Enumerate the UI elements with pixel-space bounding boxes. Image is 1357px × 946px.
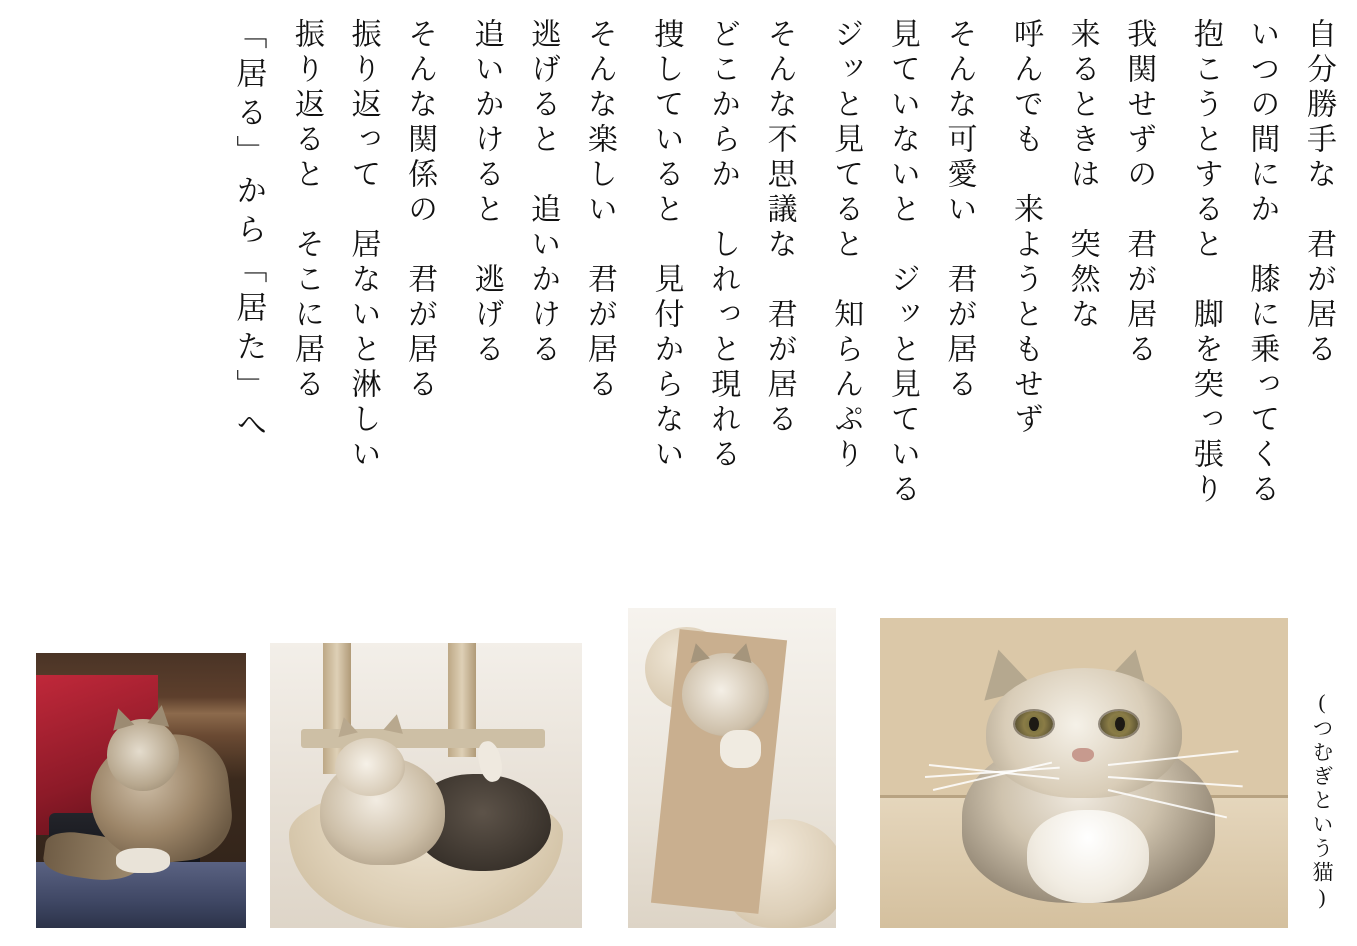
photo-scene (36, 653, 246, 928)
photo-cat-on-board (628, 608, 836, 928)
poem-line: 追いかけると 逃げる (469, 18, 503, 368)
poem-line: いつの間にか 膝に乗ってくる (1245, 18, 1279, 508)
poem-line: 捜していると 見付からない (649, 18, 683, 473)
poem-line: 振り返ると そこに居る (289, 18, 323, 403)
poem-line: ジッと見てると 知らんぷり (829, 18, 863, 473)
poem-signature: (つむぎという猫) (1310, 690, 1334, 912)
poem-line: 見ていないと ジッと見ている (885, 18, 919, 508)
poem-line: 来るときは 突然な (1065, 18, 1099, 333)
photo-cat-portrait (880, 618, 1288, 928)
poem-line: どこからか しれっと現れる (706, 18, 740, 473)
photo-strip (36, 618, 1286, 928)
poem-line: そんな関係の 君が居る (403, 18, 437, 403)
poem-text-block (200, 18, 1339, 618)
poem-line: そんな不思議な 君が居る (762, 18, 796, 438)
photo-scene (628, 608, 836, 928)
photo-two-cats-basket (270, 643, 582, 928)
poem-line: 逃げると 追いかける (526, 18, 560, 368)
poem-title: 「居る」から「居た」へ (231, 18, 267, 447)
poem-line: 自分勝手な 君が居る (1302, 18, 1335, 368)
poem-line: 抱こうとすると 脚を突っ張り (1188, 18, 1222, 508)
poem-line: 我関せずの 君が居る (1122, 18, 1156, 368)
photo-lap-cat (36, 653, 246, 928)
photo-scene (270, 643, 582, 928)
poem-line: そんな楽しい 君が居る (582, 18, 616, 403)
poem-line: そんな可愛い 君が居る (942, 18, 976, 403)
poem-line: 振り返って 居ないと淋しい (346, 18, 380, 473)
poem-line: 呼んでも 来ようともせず (1009, 18, 1043, 438)
photo-scene (880, 618, 1288, 928)
